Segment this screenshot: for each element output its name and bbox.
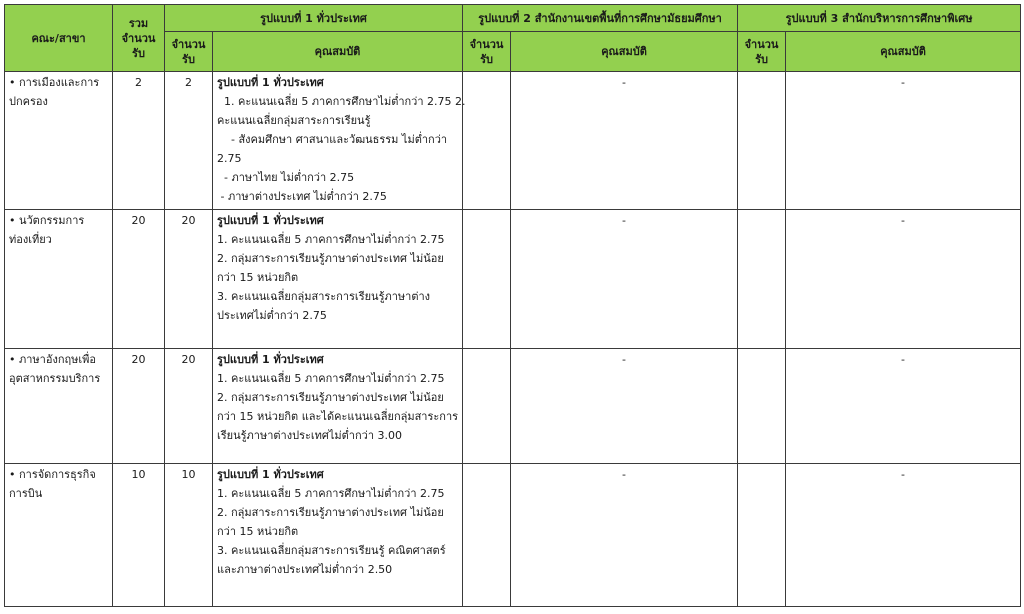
round1-count: 2 <box>165 72 213 210</box>
round2-qualification: - <box>511 349 738 464</box>
header-round3-count: จำนวน รับ <box>738 32 786 72</box>
qualification-line: 1. คะแนนเฉลี่ย 5 ภาคการศึกษาไม่ต่ำกว่า 2.75 <box>217 487 445 500</box>
faculty-name: • ภาษาอังกฤษเพื่อ อุตสาหกรรมบริการ <box>5 349 113 464</box>
round1-title: รูปแบบที่ 1 ทั่วประเทศ <box>217 214 324 227</box>
header-round3-qual: คุณสมบัติ <box>786 32 1021 72</box>
round2-count <box>463 210 511 349</box>
qualification-line: 1. คะแนนเฉลี่ย 5 ภาคการศึกษาไม่ต่ำกว่า 2.75 2. <box>217 95 466 108</box>
round3-count <box>738 210 786 349</box>
admission-table <box>4 4 1021 607</box>
total-count: 20 <box>113 349 165 464</box>
qualification-line: คะแนนเฉลี่ยกลุ่มสาระการเรียนรู้ <box>217 114 371 127</box>
faculty-name: • การจัดการธุรกิจ การบิน <box>5 464 113 607</box>
header-round2-qual: คุณสมบัติ <box>511 32 738 72</box>
table-row <box>5 464 1021 607</box>
round3-qualification: - <box>786 210 1021 349</box>
round2-count <box>463 72 511 210</box>
qualification-line: 1. คะแนนเฉลี่ย 5 ภาคการศึกษาไม่ต่ำกว่า 2.75 <box>217 233 445 246</box>
qualification-line: กว่า 15 หน่วยกิต <box>217 525 299 538</box>
round1-qualification <box>213 72 466 210</box>
round1-count: 20 <box>165 349 213 464</box>
round3-count <box>738 349 786 464</box>
table-row <box>5 210 1021 349</box>
faculty-name: • การเมืองและการ ปกครอง <box>5 72 113 210</box>
header-round3: รูปแบบที่ 3 สำนักบริหารการศึกษาพิเศษ <box>738 5 1021 32</box>
round1-qualification <box>213 210 463 349</box>
qualification-line: - ภาษาไทย ไม่ต่ำกว่า 2.75 <box>217 171 355 184</box>
round1-count: 10 <box>165 464 213 607</box>
round2-count <box>463 464 511 607</box>
qualification-line: กว่า 15 หน่วยกิต <box>217 271 299 284</box>
total-count: 10 <box>113 464 165 607</box>
qualification-line: 2. กลุ่มสาระการเรียนรู้ภาษาต่างประเทศ ไม่น้อย <box>217 391 444 404</box>
round1-title: รูปแบบที่ 1 ทั่วประเทศ <box>217 468 324 481</box>
qualification-line: 2. กลุ่มสาระการเรียนรู้ภาษาต่างประเทศ ไม่น้อย <box>217 252 444 265</box>
qualification-line: 3. คะแนนเฉลี่ยกลุ่มสาระการเรียนรู้ภาษาต่าง <box>217 290 431 303</box>
qualification-line: 2.75 <box>217 152 242 165</box>
round2-qualification: - <box>511 464 738 607</box>
round3-count <box>738 464 786 607</box>
round3-count <box>738 72 786 210</box>
total-count: 2 <box>113 72 165 210</box>
round1-count: 20 <box>165 210 213 349</box>
qualification-line: กว่า 15 หน่วยกิต และได้คะแนนเฉลี่ยกลุ่มสาระการ <box>217 410 459 423</box>
table-row <box>5 349 1021 464</box>
qualification-line: - ภาษาต่างประเทศ ไม่ต่ำกว่า 2.75 <box>217 190 387 203</box>
round1-qualification <box>213 464 463 607</box>
qualification-line: ประเทศไม่ต่ำกว่า 2.75 <box>217 309 327 322</box>
qualification-line: 2. กลุ่มสาระการเรียนรู้ภาษาต่างประเทศ ไม่น้อย <box>217 506 444 519</box>
round2-qualification: - <box>511 72 738 210</box>
round3-qualification: - <box>786 349 1021 464</box>
round1-title: รูปแบบที่ 1 ทั่วประเทศ <box>217 353 324 366</box>
total-count: 20 <box>113 210 165 349</box>
round1-qualification <box>213 349 463 464</box>
header-faculty: คณะ/สาขา <box>5 5 113 72</box>
table-row <box>5 72 1021 210</box>
header-round2: รูปแบบที่ 2 สำนักงานเขตพื้นที่การศึกษามัธยมศึกษา <box>463 5 738 32</box>
round3-qualification: - <box>786 72 1021 210</box>
header-round1-qual: คุณสมบัติ <box>213 32 463 72</box>
qualification-line: 1. คะแนนเฉลี่ย 5 ภาคการศึกษาไม่ต่ำกว่า 2.75 <box>217 372 445 385</box>
round1-title: รูปแบบที่ 1 ทั่วประเทศ <box>217 76 324 89</box>
round2-qualification: - <box>511 210 738 349</box>
faculty-name: • นวัตกรรมการ ท่องเที่ยว <box>5 210 113 349</box>
round3-qualification: - <box>786 464 1021 607</box>
header-round2-count: จำนวน รับ <box>463 32 511 72</box>
qualification-line: และภาษาต่างประเทศไม่ต่ำกว่า 2.50 <box>217 563 393 576</box>
header-total: รวม จำนวน รับ <box>113 5 165 72</box>
qualification-line: - สังคมศึกษา ศาสนาและวัฒนธรรม ไม่ต่ำกว่า <box>217 133 448 146</box>
header-round1-count: จำนวน รับ <box>165 32 213 72</box>
qualification-line: 3. คะแนนเฉลี่ยกลุ่มสาระการเรียนรู้ คณิตศาสตร์ <box>217 544 446 557</box>
qualification-line: เรียนรู้ภาษาต่างประเทศไม่ต่ำกว่า 3.00 <box>217 429 402 442</box>
header-round1: รูปแบบที่ 1 ทั่วประเทศ <box>165 5 463 32</box>
round2-count <box>463 349 511 464</box>
